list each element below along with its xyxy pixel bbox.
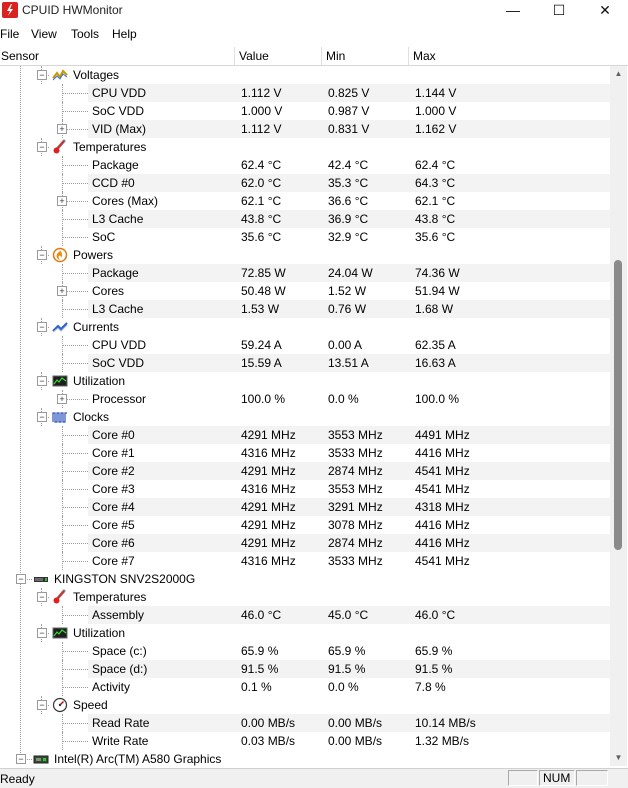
sensor-label: Space (c:)	[92, 644, 147, 658]
sensor-min: 3291 MHz	[328, 500, 383, 514]
sensor-max: 1.162 V	[415, 122, 457, 136]
sensor-row-soc-vdd[interactable]	[88, 102, 610, 120]
sensor-label: Temperatures	[73, 590, 147, 604]
sensor-tree[interactable]	[0, 66, 610, 766]
sensor-row-vid-max[interactable]	[88, 120, 610, 138]
sensor-max: 1.000 V	[415, 104, 457, 118]
tree-connector	[62, 723, 88, 724]
sensor-label: Core #5	[92, 518, 135, 532]
sensor-label: CCD #0	[92, 176, 135, 190]
status-bar	[0, 768, 628, 788]
sensor-row-core-4[interactable]	[88, 498, 610, 516]
sensor-row-ccd-0[interactable]	[88, 174, 610, 192]
tree-connector	[62, 471, 88, 472]
sensor-min: 91.5 %	[328, 662, 366, 676]
collapse-icon[interactable]: −	[37, 322, 47, 332]
sensor-label: L3 Cache	[92, 212, 144, 226]
sensor-min: 3078 MHz	[328, 518, 383, 532]
sensor-value: 100.0 %	[241, 392, 286, 406]
sensor-min: 0.831 V	[328, 122, 370, 136]
sensor-label: Utilization	[73, 626, 126, 640]
sensor-row-l3-cache[interactable]	[88, 210, 610, 228]
sensor-label: Space (d:)	[92, 662, 148, 676]
sensor-min: 0.825 V	[328, 86, 370, 100]
sensor-max: 4416 MHz	[415, 518, 470, 532]
minimize-button[interactable]: —	[506, 2, 520, 18]
sensor-row-package[interactable]	[88, 156, 610, 174]
tree-connector	[62, 111, 88, 112]
sensor-min: 45.0 °C	[328, 608, 369, 622]
sensor-label: Package	[92, 158, 139, 172]
sensor-min: 24.04 W	[328, 266, 373, 280]
collapse-icon[interactable]: −	[37, 250, 47, 260]
sensor-row-core-3[interactable]	[88, 480, 610, 498]
sensor-value: 1.000 V	[241, 104, 283, 118]
sensor-label: Temperatures	[73, 140, 147, 154]
sensor-min: 0.0 %	[328, 392, 359, 406]
close-button[interactable]: ✕	[599, 2, 611, 18]
sensor-label: Activity	[92, 680, 131, 694]
status-text: Ready	[0, 772, 35, 786]
tree-connector	[62, 489, 88, 490]
sensor-value: 1.53 W	[241, 302, 280, 316]
sensor-min: 0.00 MB/s	[328, 734, 383, 748]
sensor-row-space-d[interactable]	[88, 660, 610, 678]
sensor-max: 1.144 V	[415, 86, 457, 100]
sensor-group-temperatures[interactable]	[0, 138, 610, 156]
column-max[interactable]: Max	[413, 49, 436, 63]
sensor-min: 32.9 °C	[328, 230, 369, 244]
sensor-label: Clocks	[73, 410, 110, 424]
sensor-value: 59.24 A	[241, 338, 282, 352]
tree-connector	[62, 453, 88, 454]
sensor-group-utilization[interactable]	[0, 624, 610, 642]
sensor-max: 100.0 %	[415, 392, 460, 406]
sensor-group-speed[interactable]	[0, 696, 610, 714]
sensor-row-core-0[interactable]	[88, 426, 610, 444]
sensor-min: 2874 MHz	[328, 536, 383, 550]
sensor-max: 4416 MHz	[415, 446, 470, 460]
maximize-button[interactable]: ☐	[552, 2, 566, 18]
sensor-value: 72.85 W	[241, 266, 286, 280]
tree-connector	[62, 669, 88, 670]
sensor-value: 43.8 °C	[241, 212, 282, 226]
sensor-row-core-7[interactable]	[88, 552, 610, 570]
sensor-group-powers[interactable]	[0, 246, 610, 264]
sensor-label: Package	[92, 266, 139, 280]
tree-connector	[62, 363, 88, 364]
sensor-min: 3553 MHz	[328, 428, 383, 442]
sensor-group-currents[interactable]	[0, 318, 610, 336]
sensor-row-cpu-vdd[interactable]	[88, 84, 610, 102]
tree-connector	[62, 237, 88, 238]
tree-connector	[62, 345, 88, 346]
sensor-value: 4291 MHz	[241, 536, 296, 550]
sensor-max: 16.63 A	[415, 356, 456, 370]
sensor-value: 4291 MHz	[241, 518, 296, 532]
sensor-value: 62.0 °C	[241, 176, 282, 190]
sensor-label: Core #3	[92, 482, 135, 496]
sensor-max: 46.0 °C	[415, 608, 456, 622]
tree-connector	[62, 561, 88, 562]
expand-icon[interactable]: +	[57, 286, 67, 296]
sensor-min: 1.52 W	[328, 284, 367, 298]
sensor-value: 15.59 A	[241, 356, 282, 370]
sensor-label: KINGSTON SNV2S2000G	[54, 572, 196, 586]
sensor-label: Currents	[73, 320, 120, 334]
collapse-icon[interactable]: −	[16, 754, 26, 764]
sensor-label: Cores (Max)	[92, 194, 159, 208]
menu-view[interactable]: View	[31, 27, 57, 41]
window-title: CPUID HWMonitor	[22, 3, 123, 17]
sensor-max: 10.14 MB/s	[415, 716, 476, 730]
sensor-label: CPU VDD	[92, 86, 147, 100]
collapse-icon[interactable]: −	[16, 574, 26, 584]
sensor-label: VID (Max)	[92, 122, 146, 136]
sensor-value: 62.1 °C	[241, 194, 282, 208]
collapse-icon[interactable]: −	[37, 592, 47, 602]
tree-connector	[62, 93, 88, 94]
tree-connector	[62, 651, 88, 652]
sensor-value: 4291 MHz	[241, 500, 296, 514]
sensor-label: Core #7	[92, 554, 135, 568]
tree-connector	[62, 525, 88, 526]
column-header	[0, 47, 628, 66]
sensor-min: 42.4 °C	[328, 158, 369, 172]
sensor-label: Core #0	[92, 428, 135, 442]
vertical-scrollbar[interactable]	[610, 66, 627, 766]
sensor-label: Core #4	[92, 500, 135, 514]
scroll-up-arrow[interactable]: ▲	[614, 69, 623, 78]
sensor-row-assembly[interactable]	[88, 606, 610, 624]
menu-file[interactable]: File	[0, 27, 20, 41]
num-lock-indicator: NUM	[539, 770, 575, 786]
sensor-min: 2874 MHz	[328, 464, 383, 478]
sensor-group-clocks[interactable]	[0, 408, 610, 426]
sensor-row-cores-max[interactable]	[88, 192, 610, 210]
sensor-row-soc-vdd[interactable]	[88, 354, 610, 372]
sensor-max: 4541 MHz	[415, 554, 470, 568]
sensor-label: SoC	[92, 230, 116, 244]
sensor-max: 43.8 °C	[415, 212, 456, 226]
sensor-row-core-2[interactable]	[88, 462, 610, 480]
tree-connector	[62, 273, 88, 274]
sensor-row-write-rate[interactable]	[88, 732, 610, 750]
sensor-value: 0.00 MB/s	[241, 716, 296, 730]
sensor-group-temperatures[interactable]	[0, 588, 610, 606]
sensor-label: Core #6	[92, 536, 135, 550]
tree-connector	[62, 615, 88, 616]
sensor-label: Intel(R) Arc(TM) A580 Graphics	[54, 752, 222, 766]
menu-help[interactable]: Help	[112, 27, 137, 41]
sensor-row-activity[interactable]	[88, 678, 610, 696]
sensor-max: 91.5 %	[415, 662, 453, 676]
sensor-value: 4316 MHz	[241, 554, 296, 568]
sensor-label: Utilization	[73, 374, 126, 388]
sensor-row-soc[interactable]	[88, 228, 610, 246]
sensor-label: Core #2	[92, 464, 135, 478]
sensor-max: 62.35 A	[415, 338, 456, 352]
sensor-label: Processor	[92, 392, 147, 406]
sensor-max: 35.6 °C	[415, 230, 456, 244]
expand-icon[interactable]: +	[57, 124, 67, 134]
collapse-icon[interactable]: −	[37, 700, 47, 710]
sensor-row-core-1[interactable]	[88, 444, 610, 462]
expand-icon[interactable]: +	[57, 196, 67, 206]
sensor-value: 0.1 %	[241, 680, 272, 694]
sensor-max: 4318 MHz	[415, 500, 470, 514]
sensor-min: 0.0 %	[328, 680, 359, 694]
sensor-max: 4416 MHz	[415, 536, 470, 550]
tree-connector	[62, 687, 88, 688]
sensor-value: 62.4 °C	[241, 158, 282, 172]
status-panel-empty	[508, 770, 538, 786]
sensor-label: Assembly	[92, 608, 145, 622]
scroll-down-arrow[interactable]: ▼	[614, 753, 623, 762]
sensor-label: Read Rate	[92, 716, 150, 730]
sensor-min: 0.987 V	[328, 104, 370, 118]
column-sensor[interactable]: Sensor	[0, 47, 235, 65]
sensor-value: 50.48 W	[241, 284, 286, 298]
sensor-row-processor[interactable]	[88, 390, 610, 408]
sensor-label: Core #1	[92, 446, 135, 460]
sensor-max: 1.32 MB/s	[415, 734, 470, 748]
sensor-max: 74.36 W	[415, 266, 460, 280]
expand-icon[interactable]: +	[57, 394, 67, 404]
sensor-row-core-6[interactable]	[88, 534, 610, 552]
sensor-min: 36.9 °C	[328, 212, 369, 226]
sensor-value: 46.0 °C	[241, 608, 282, 622]
sensor-min: 0.00 A	[328, 338, 363, 352]
sensor-value: 1.112 V	[241, 86, 282, 100]
sensor-label: Write Rate	[92, 734, 149, 748]
sensor-value: 35.6 °C	[241, 230, 282, 244]
sensor-min: 13.51 A	[328, 356, 369, 370]
menu-tools[interactable]: Tools	[71, 27, 100, 41]
sensor-min: 65.9 %	[328, 644, 366, 658]
sensor-row-cpu-vdd[interactable]	[88, 336, 610, 354]
collapse-icon[interactable]: −	[37, 628, 47, 638]
tree-connector	[62, 165, 88, 166]
sensor-max: 7.8 %	[415, 680, 446, 694]
tree-connector	[62, 543, 88, 544]
tree-connector	[62, 741, 88, 742]
sensor-min: 3553 MHz	[328, 482, 383, 496]
sensor-value: 65.9 %	[241, 644, 279, 658]
sensor-label: Speed	[73, 698, 108, 712]
sensor-row-package[interactable]	[88, 264, 610, 282]
sensor-label: Cores	[92, 284, 125, 298]
sensor-value: 4316 MHz	[241, 446, 296, 460]
collapse-icon[interactable]: −	[37, 412, 47, 422]
sensor-min: 36.6 °C	[328, 194, 369, 208]
hwmonitor-app-icon	[2, 2, 18, 18]
sensor-max: 1.68 W	[415, 302, 454, 316]
column-min[interactable]: Min	[322, 47, 409, 65]
sensor-value: 0.03 MB/s	[241, 734, 296, 748]
sensor-group-utilization[interactable]	[0, 372, 610, 390]
sensor-min: 0.00 MB/s	[328, 716, 383, 730]
sensor-label: L3 Cache	[92, 302, 144, 316]
sensor-max: 51.94 W	[415, 284, 460, 298]
tree-connector	[62, 507, 88, 508]
status-panel-empty-2	[576, 770, 608, 786]
device-node-kingston-snv2s2000g[interactable]	[0, 570, 610, 588]
collapse-icon[interactable]: −	[37, 142, 47, 152]
sensor-min: 3533 MHz	[328, 446, 383, 460]
sensor-max: 62.4 °C	[415, 158, 456, 172]
tree-connector	[62, 183, 88, 184]
scroll-thumb[interactable]	[614, 260, 622, 550]
sensor-label: Powers	[73, 248, 114, 262]
sensor-row-space-c[interactable]	[88, 642, 610, 660]
sensor-value: 91.5 %	[241, 662, 279, 676]
sensor-group-voltages[interactable]	[0, 66, 610, 84]
column-value[interactable]: Value	[235, 47, 322, 65]
sensor-value: 4316 MHz	[241, 482, 296, 496]
sensor-max: 4541 MHz	[415, 482, 470, 496]
sensor-max: 4541 MHz	[415, 464, 470, 478]
menu-bar	[0, 24, 628, 44]
sensor-value: 1.112 V	[241, 122, 282, 136]
sensor-max: 4491 MHz	[415, 428, 470, 442]
tree-connector	[62, 435, 88, 436]
sensor-min: 35.3 °C	[328, 176, 369, 190]
sensor-max: 64.3 °C	[415, 176, 456, 190]
sensor-row-cores[interactable]	[88, 282, 610, 300]
tree-connector	[62, 309, 88, 310]
sensor-min: 0.76 W	[328, 302, 367, 316]
sensor-label: SoC VDD	[92, 104, 145, 118]
device-node-intel-r-arc-tm-a580-graphics[interactable]	[0, 750, 610, 766]
tree-connector	[62, 219, 88, 220]
sensor-max: 62.1 °C	[415, 194, 456, 208]
collapse-icon[interactable]: −	[37, 376, 47, 386]
sensor-row-l3-cache[interactable]	[88, 300, 610, 318]
sensor-min: 3533 MHz	[328, 554, 383, 568]
sensor-value: 4291 MHz	[241, 464, 296, 478]
sensor-row-read-rate[interactable]	[88, 714, 610, 732]
sensor-label: SoC VDD	[92, 356, 145, 370]
sensor-max: 65.9 %	[415, 644, 453, 658]
sensor-value: 4291 MHz	[241, 428, 296, 442]
collapse-icon[interactable]: −	[37, 70, 47, 80]
title-bar	[0, 0, 628, 22]
sensor-label: Voltages	[73, 68, 120, 82]
sensor-row-core-5[interactable]	[88, 516, 610, 534]
sensor-label: CPU VDD	[92, 338, 147, 352]
